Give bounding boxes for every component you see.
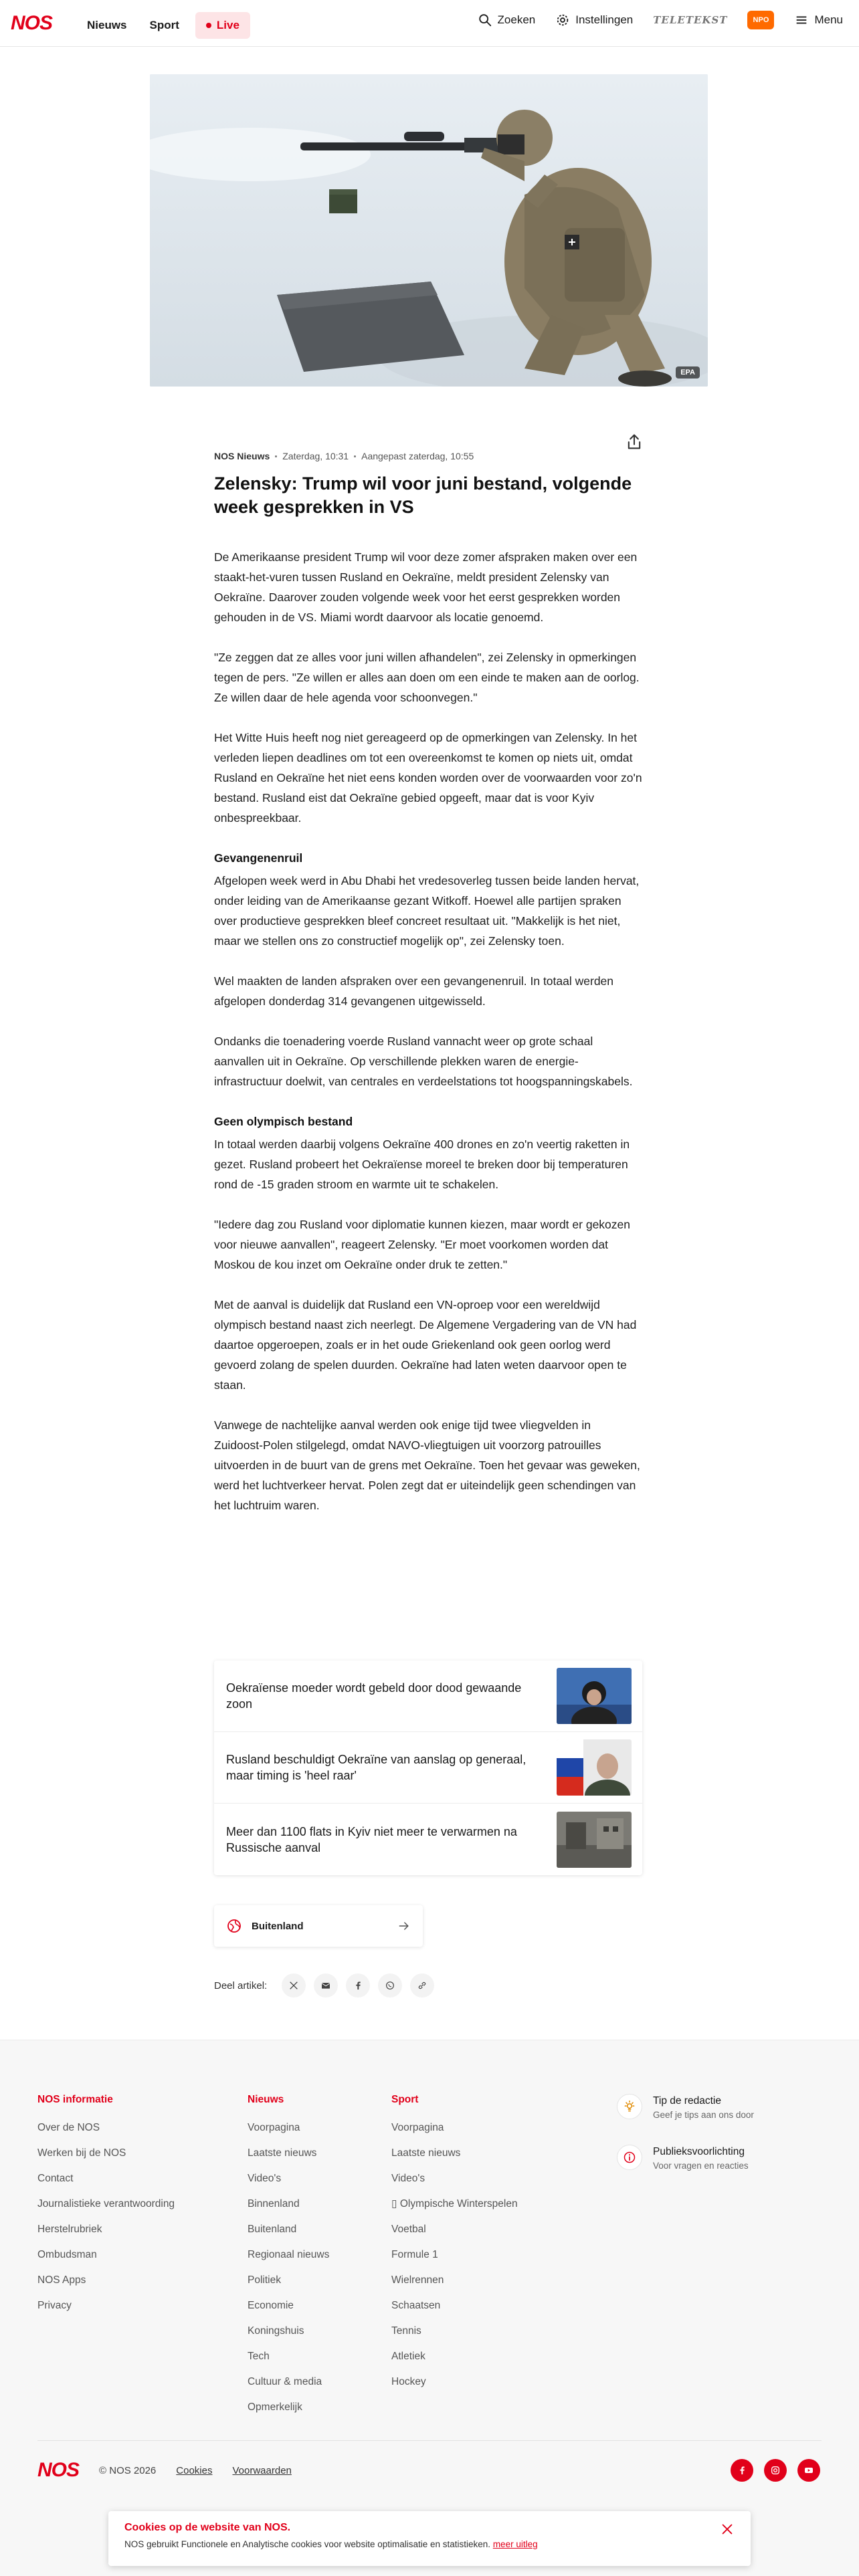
- footer-link[interactable]: Over de NOS: [37, 2122, 100, 2133]
- copyright: © NOS 2026: [99, 2464, 157, 2476]
- topic-tag-buitenland[interactable]: [214, 1905, 423, 1947]
- footer-col-nos-informatie: [37, 2094, 175, 2319]
- article-body: [214, 547, 642, 1535]
- related-article-title: Oekraïense moeder wordt gebeld door dood gewaande zoon: [226, 1681, 522, 1711]
- site-footer: [0, 2040, 859, 2576]
- info-icon: [617, 2145, 642, 2170]
- share-facebook-button[interactable]: [346, 1973, 370, 1998]
- article-paragraph: Ondanks die toenadering voerde Rusland vannacht weer op grote schaal aanvallen uit in Oekraïne. Op verschillende plekken waren de energie-infrastructuur doelwit, van centrales en verdeelstations tot hoogspanningskabels.: [214, 1035, 633, 1088]
- publieksvoorlichting[interactable]: [617, 2145, 749, 2173]
- photo-credit: EPA: [676, 366, 700, 379]
- youtube-button[interactable]: [797, 2459, 820, 2482]
- logo-text: NOS: [11, 12, 53, 34]
- footer-link[interactable]: Opmerkelijk: [248, 2401, 302, 2413]
- menu-label: Menu: [814, 13, 843, 26]
- footer-link[interactable]: Privacy: [37, 2300, 72, 2311]
- footer-link[interactable]: Werken bij de NOS: [37, 2147, 126, 2159]
- footer-link[interactable]: Schaatsen: [391, 2300, 441, 2311]
- cookie-title: Cookies op de website van NOS.: [124, 2522, 291, 2533]
- article-paragraph: Met de aanval is duidelijk dat Rusland een VN-oproep voor een wereldwijd olympisch bestand naast zich neerlegt. De Algemene Vergadering van de VN had daartoe opgeroepen, zoals er in het oude Griekenland ook geen oorlog werd gevoerd zolang de spelen duurden. Oekraïne had laten weten daarvoor open te staan.: [214, 1298, 637, 1392]
- teletekst-link[interactable]: TELETEKST: [653, 14, 728, 26]
- topic-tag-label: Buitenland: [252, 1920, 304, 1932]
- footer-link[interactable]: Hockey: [391, 2376, 426, 2387]
- footer-heading: NOS informatie: [37, 2094, 113, 2105]
- article-paragraph: "Iedere dag zou Rusland voor diplomatie kunnen kiezen, maar wordt er gekozen voor nieuwe aanvallen", reageert Zelensky. "Er moet voorkomen worden dat Moskou de kou inzet om Oekraïne onder druk te zetten.": [214, 1218, 630, 1271]
- footer-link[interactable]: Contact: [37, 2173, 74, 2184]
- settings-button[interactable]: [555, 13, 633, 27]
- hero-photo: [150, 74, 708, 387]
- footer-link[interactable]: Laatste nieuws: [391, 2147, 461, 2159]
- related-article[interactable]: [214, 1660, 642, 1732]
- article-date: Zaterdag, 10:31: [282, 451, 349, 461]
- footer-link[interactable]: Regionaal nieuws: [248, 2249, 330, 2260]
- voorlichting-subtitle: Voor vragen en reacties: [653, 2161, 749, 2171]
- related-article-thumbnail: [557, 1739, 632, 1796]
- menu-button[interactable]: [794, 13, 843, 27]
- footer-bottom: [37, 2459, 292, 2482]
- share-icon[interactable]: [625, 433, 644, 451]
- footer-col-nieuws: [248, 2094, 329, 2420]
- tip-de-redactie[interactable]: [617, 2094, 754, 2122]
- share-label: Deel artikel:: [214, 1979, 268, 1992]
- top-bar: [0, 0, 859, 47]
- article-source: NOS Nieuws: [214, 451, 270, 461]
- voorwaarden-link[interactable]: Voorwaarden: [232, 2464, 292, 2476]
- related-articles: [214, 1660, 642, 1875]
- article-paragraph: Wel maakten de landen afspraken over een gevangenenruil. In totaal werden afgelopen donderdag 314 gevangenen uitgewisseld.: [214, 974, 614, 1008]
- article-paragraph: Vanwege de nachtelijke aanval werden ook enige tijd twee vliegvelden in Zuidoost-Polen stilgelegd, omdat NAVO-vliegtuigen uit voorzorg patrouilles uitvoerden in de buurt van de grens met Oekraïne. Toen het gevaar was geweken, werd het luchtverkeer hervat. Polen zegt dat er uiteindelijk geen schendingen van het luchtruim waren.: [214, 1418, 640, 1512]
- footer-link[interactable]: Atletiek: [391, 2351, 425, 2362]
- footer-link[interactable]: Laatste nieuws: [248, 2147, 317, 2159]
- article-subheading: Geen olympisch bestand: [214, 1115, 353, 1128]
- share-email-button[interactable]: [314, 1973, 338, 1998]
- lightbulb-icon: [617, 2094, 642, 2119]
- main-nav: [80, 12, 250, 39]
- article-paragraph: Afgelopen week werd in Abu Dhabi het vredesoverleg tussen beide landen hervat, onder leiding van de Amerikaanse gezant Witkoff. Hoewel alle partijen spraken over productieve gesprekken bleef concreet resultaat uit. "Makkelijk is het niet, maar we stellen ons zo constructief mogelijk op", zei Zelensky toen.: [214, 874, 640, 948]
- hamburger-icon: [794, 13, 809, 27]
- hero-image: [150, 74, 708, 387]
- cookies-link[interactable]: Cookies: [176, 2464, 213, 2476]
- related-article-thumbnail: [557, 1668, 632, 1724]
- footer-link[interactable]: Journalistieke verantwoording: [37, 2198, 175, 2210]
- share-link-button[interactable]: [410, 1973, 434, 1998]
- footer-link[interactable]: Ombudsman: [37, 2249, 97, 2260]
- search-label: Zoeken: [497, 13, 536, 26]
- settings-label: Instellingen: [575, 13, 634, 26]
- article-updated: Aangepast zaterdag, 10:55: [361, 451, 474, 461]
- footer-link[interactable]: Tech: [248, 2351, 270, 2362]
- nav-nieuws[interactable]: Nieuws: [87, 19, 127, 31]
- whatsapp-icon: [385, 1980, 395, 1991]
- footer-link[interactable]: Economie: [248, 2300, 294, 2311]
- social-links: [731, 2459, 820, 2482]
- youtube-icon: [803, 2465, 814, 2476]
- article-subheading: Gevangenenruil: [214, 851, 303, 865]
- footer-link[interactable]: Politiek: [248, 2274, 281, 2286]
- link-icon: [417, 1980, 427, 1991]
- footer-link[interactable]: Video's: [391, 2173, 425, 2184]
- article-title: Zelensky: Trump wil voor juni bestand, volgende week gesprekken in VS: [214, 473, 632, 517]
- footer-link-label: Olympische Winterspelen: [399, 2198, 518, 2210]
- article-meta: [214, 451, 474, 461]
- article-paragraph: In totaal werden daarbij volgens Oekraïne 400 drones en zo'n veertig raketten in gezet. Rusland probeert het Oekraïense moreel te breken door bij temperaturen rond de -15 graden stroom en warmte uit te schakelen.: [214, 1138, 630, 1191]
- cookie-text: [124, 2539, 735, 2549]
- footer-link[interactable]: Voorpagina: [391, 2122, 444, 2133]
- footer-link[interactable]: Wielrennen: [391, 2274, 444, 2286]
- tip-subtitle: Geef je tips aan ons door: [653, 2110, 754, 2120]
- related-article-thumbnail: [557, 1812, 632, 1868]
- cookie-description: NOS gebruikt Functionele en Analytische cookies voor website optimalisatie en statistieken.: [124, 2539, 491, 2549]
- facebook-button[interactable]: [731, 2459, 753, 2482]
- nav-sport[interactable]: Sport: [149, 19, 179, 31]
- live-button[interactable]: [195, 12, 250, 39]
- footer-link[interactable]: NOS Apps: [37, 2274, 86, 2286]
- arrow-right-icon: [397, 1919, 411, 1933]
- npo-logo[interactable]: NPO: [747, 11, 774, 29]
- related-article[interactable]: [214, 1732, 642, 1804]
- footer-link[interactable]: Formule 1: [391, 2249, 438, 2260]
- footer-link-olympics[interactable]: ▯ Olympische Winterspelen: [391, 2198, 518, 2210]
- cookie-more-link[interactable]: meer uitleg: [492, 2539, 538, 2549]
- footer-link[interactable]: Cultuur & media: [248, 2376, 322, 2387]
- gear-icon: [555, 13, 570, 27]
- related-article-title: Meer dan 1100 flats in Kyiv niet meer te verwarmen na Russische aanval: [226, 1824, 517, 1854]
- tip-title: Tip de redactie: [653, 2095, 721, 2107]
- search-button[interactable]: [478, 13, 536, 27]
- article-paragraph: "Ze zeggen dat ze alles voor juni willen afhandelen", zei Zelensky in opmerkingen tegen de pers. "Ze willen er alles aan doen om een einde te maken aan de oorlog. Ze willen daar de hele agenda voor schoonvegen.": [214, 651, 640, 704]
- footer-link[interactable]: Video's: [248, 2173, 282, 2184]
- article-paragraph: Het Witte Huis heeft nog niet gereageerd op de opmerkingen van Zelensky. In het verleden liepen deadlines om tot een overeenkomst te komen op niets uit, omdat Rusland en Oekraïne het niet eens konden worden over de voorwaarden voor zo'n bestand. Rusland eist dat Oekraïne gebied opgeeft, maar dat is voor Kyiv onbespreekbaar.: [214, 731, 642, 825]
- instagram-button[interactable]: [764, 2459, 787, 2482]
- related-article[interactable]: [214, 1804, 642, 1875]
- footer-link[interactable]: Buitenland: [248, 2224, 297, 2235]
- footer-link[interactable]: Binnenland: [248, 2198, 300, 2210]
- voorlichting-title: Publieksvoorlichting: [653, 2146, 745, 2157]
- facebook-icon: [353, 1980, 363, 1991]
- cookie-banner: [108, 2511, 751, 2566]
- footer-link[interactable]: Voorpagina: [248, 2122, 300, 2133]
- footer-heading: Sport: [391, 2094, 419, 2105]
- globe-icon: [226, 1918, 242, 1934]
- mail-icon: [320, 1980, 331, 1991]
- footer-divider: [37, 2440, 822, 2441]
- live-dot-icon: [206, 23, 211, 28]
- footer-heading: Nieuws: [248, 2094, 284, 2105]
- nos-logo[interactable]: [11, 13, 52, 33]
- share-whatsapp-button[interactable]: [378, 1973, 402, 1998]
- footer-link[interactable]: Tennis: [391, 2325, 421, 2337]
- footer-link[interactable]: Koningshuis: [248, 2325, 304, 2337]
- instagram-icon: [770, 2465, 781, 2476]
- footer-logo[interactable]: NOS: [37, 2459, 80, 2481]
- soldier-illustration: [150, 74, 708, 387]
- article-paragraph: De Amerikaanse president Trump wil voor deze zomer afspraken maken over een staakt-het-vuren tussen Rusland en Oekraïne, meldt president Zelensky van Oekraïne. Daarover zouden volgende week voor het eerst gesprekken worden gehouden in de VS. Miami wordt daarvoor als locatie genoemd.: [214, 550, 638, 624]
- share-row: [214, 1973, 434, 1998]
- live-label: Live: [216, 19, 240, 31]
- footer-link[interactable]: Voetbal: [391, 2224, 426, 2235]
- footer-link[interactable]: Herstelrubriek: [37, 2224, 102, 2235]
- footer-col-sport: [391, 2094, 518, 2395]
- x-logo-icon: [288, 1980, 299, 1991]
- search-icon: [478, 13, 492, 27]
- meta-separator: [354, 455, 356, 457]
- utility-nav: [478, 11, 843, 29]
- related-article-title: Rusland beschuldigt Oekraïne van aanslag op generaal, maar timing is 'heel raar': [226, 1753, 527, 1782]
- share-x-button[interactable]: [282, 1973, 306, 1998]
- close-icon[interactable]: [720, 2522, 735, 2537]
- meta-separator: [275, 455, 277, 457]
- facebook-icon: [737, 2465, 747, 2476]
